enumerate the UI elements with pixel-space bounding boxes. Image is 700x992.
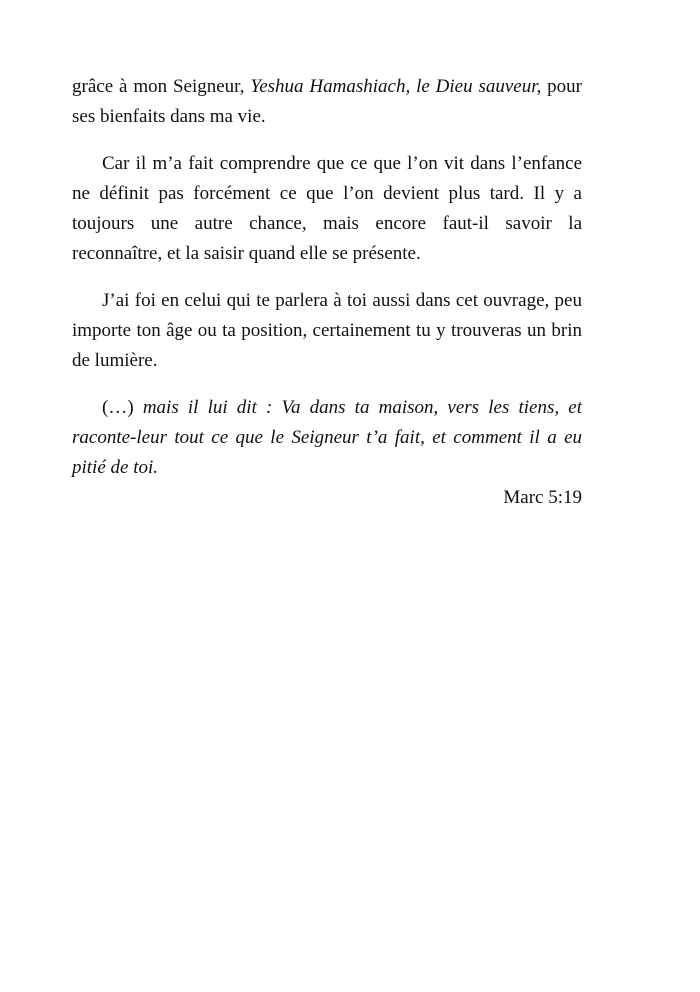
paragraph-1-italic: Yeshua Hamashiach, le Dieu sauveur bbox=[250, 76, 537, 97]
quote-text: mais il lui dit : Va dans ta maison, vers les tiens, et raconte-leur tout ce que le Seigneur t’a fait, et comment il a eu pitié de toi. bbox=[72, 397, 582, 478]
paragraph-1-text-b: pour ses bienfaits dans ma vie. bbox=[72, 76, 582, 127]
page-body bbox=[72, 72, 582, 513]
quote-reference: Marc 5:19 bbox=[503, 487, 582, 508]
quote-prefix: (…) bbox=[102, 397, 143, 418]
paragraph-3: J’ai foi en celui qui te parlera à toi aussi dans cet ouvrage, peu importe ton âge ou ta position, certainement tu y trouveras un brin de lumière. bbox=[72, 290, 582, 371]
paragraph-1-text-a: grâce à mon Seigneur, bbox=[72, 76, 251, 97]
paragraph-1 bbox=[72, 72, 582, 132]
bible-quote bbox=[72, 393, 582, 483]
paragraph-2: Car il m’a fait comprendre que ce que l’on vit dans l’enfance ne définit pas forcément ce que l’on devient plus tard. Il y a toujours une autre chance, mais encore faut-il savoir la reconnaître, et la saisir quand elle se présente. bbox=[72, 153, 582, 264]
paragraph-1-comma: , bbox=[536, 76, 542, 97]
